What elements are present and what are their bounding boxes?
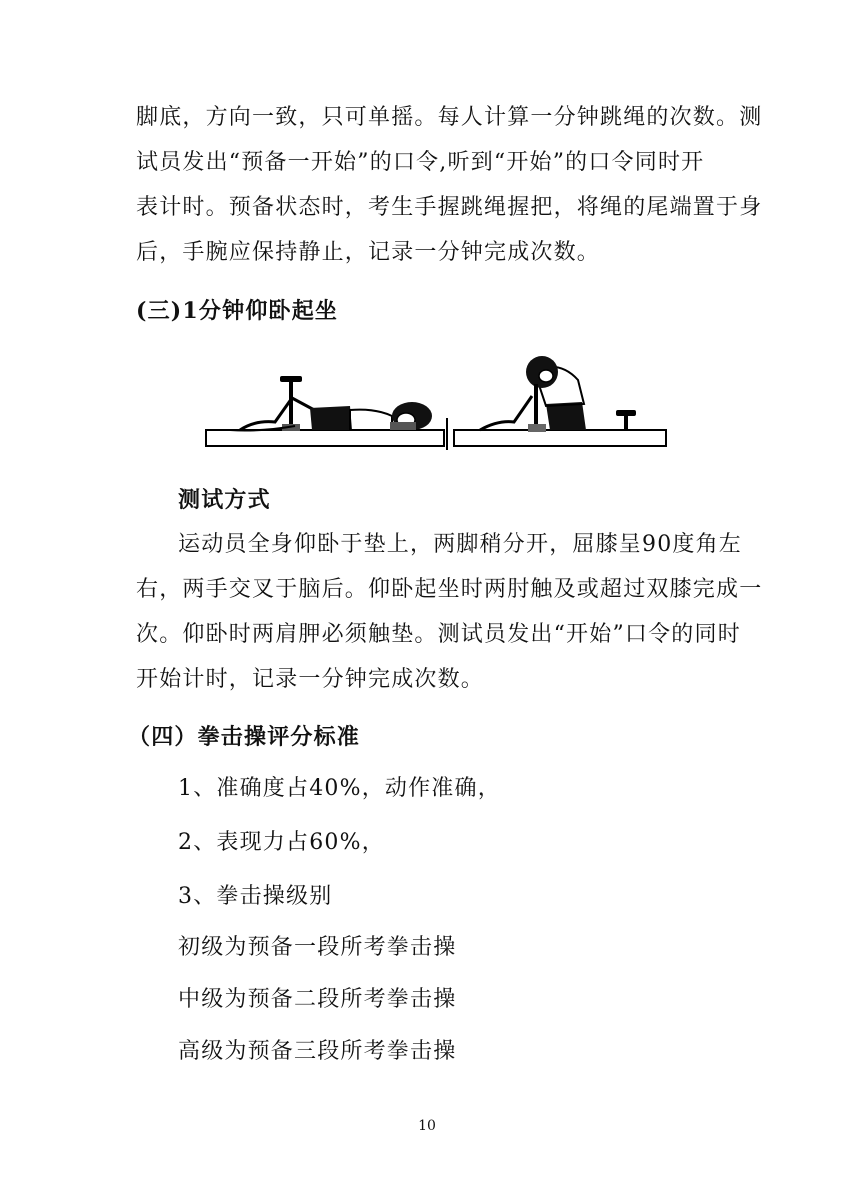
test-method-line-3: 次。仰卧时两肩胛必须触垫。测试员发出“开始”口令的同时 <box>136 622 741 647</box>
page-number: 10 <box>418 1118 436 1134</box>
section-4-item-2: 2、表现力占60%， <box>178 830 385 855</box>
figure-divider <box>446 418 448 450</box>
test-method-heading: 测试方式 <box>178 487 271 513</box>
section-4-item-1: 1、准确度占40%，动作准确， <box>178 776 501 801</box>
situp-figure-lying <box>206 376 444 446</box>
paragraph-line-4: 后，手腕应保持静止，记录一分钟完成次数。 <box>136 240 601 265</box>
situp-illustration <box>200 350 450 460</box>
section-4-heading: （四）拳击操评分标准 <box>128 724 361 750</box>
level-advanced: 高级为预备三段所考拳击操 <box>178 1039 457 1064</box>
section-4-item-3: 3、拳击操级别 <box>178 884 333 909</box>
section-3-heading: (三)1分钟仰卧起坐 <box>136 298 339 324</box>
level-intermediate: 中级为预备二段所考拳击操 <box>178 987 457 1012</box>
test-method-line-2: 右，两手交叉于脑后。仰卧起坐时两肘触及或超过双膝完成一 <box>136 577 763 602</box>
test-method-line-4: 开始计时，记录一分钟完成次数。 <box>136 667 485 692</box>
level-beginner: 初级为预备一段所考拳击操 <box>178 935 457 960</box>
test-method-line-1: 运动员全身仰卧于垫上，两脚稍分开，屈膝呈90度角左 <box>178 532 742 557</box>
paragraph-line-2: 试员发出“预备一开始”的口令,听到“开始”的口令同时开 <box>136 150 705 175</box>
paragraph-line-1: 脚底，方向一致，只可单摇。每人计算一分钟跳绳的次数。测 <box>136 105 763 130</box>
situp-illustration-sitting <box>450 350 670 460</box>
paragraph-line-3: 表计时。预备状态时，考生手握跳绳握把，将绳的尾端置于身 <box>136 195 763 220</box>
